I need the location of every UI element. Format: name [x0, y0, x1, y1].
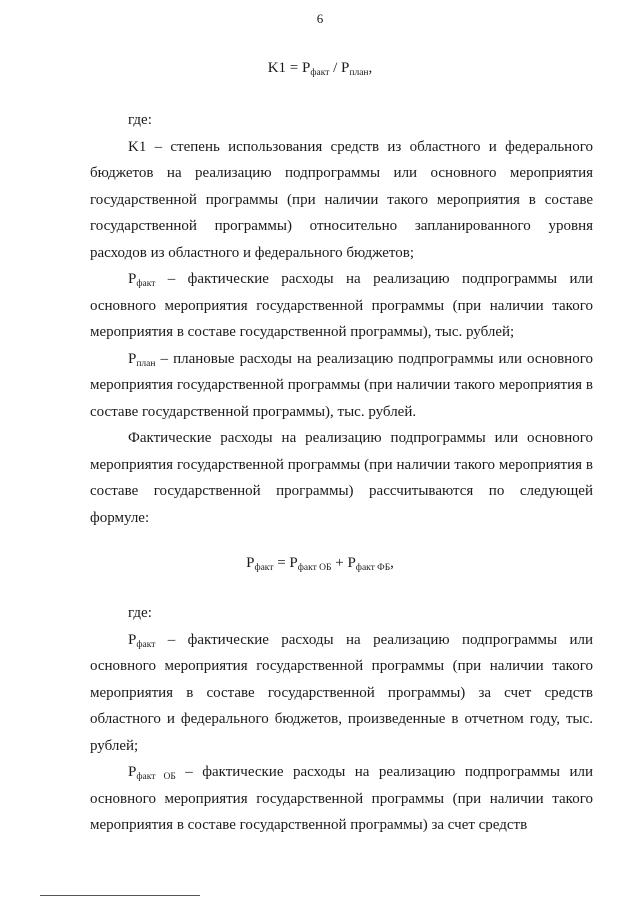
- where-label: где:: [128, 605, 152, 621]
- definitions-block-1: [90, 107, 593, 531]
- var-sub-fact: факт: [136, 279, 156, 289]
- definition-p-plan-text: – плановые расходы на реализацию подпрограммы или основного мероприятия государственной программы (при наличии такого мероприятия в составе государственной программы), тыс. рублей.: [90, 350, 593, 420]
- definition-p-plan: [90, 346, 593, 426]
- formula-k1-sub-plan: план: [349, 68, 369, 78]
- var-p: P: [128, 271, 137, 287]
- definition-p-fact-ob: [90, 759, 593, 839]
- formula-p-fact: [0, 555, 640, 572]
- formula-2-eq: = P: [273, 555, 298, 571]
- var-sub-plan: план: [136, 358, 156, 369]
- var-p: P: [128, 631, 137, 648]
- formula-k1: [0, 60, 640, 77]
- formula-k1-sub-fact: факт: [310, 68, 330, 78]
- formula-k1-tail: ,: [368, 60, 373, 76]
- formula-2-plus: + P: [331, 555, 356, 571]
- var-sub-fact-ob: факт ОБ: [136, 772, 176, 782]
- definition-p-fact-total: [90, 627, 593, 760]
- var-p: P: [128, 764, 137, 780]
- formula-k1-lhs: K1 = P: [267, 60, 311, 76]
- definition-p-fact-text: – фактические расходы на реализацию подпрограммы или основного мероприятия государственной программы (при наличии такого мероприятия в составе государственной программы), тыс. рублей;: [90, 271, 593, 340]
- formula-2-v1: P: [246, 555, 255, 571]
- where-label: где:: [128, 112, 152, 128]
- definition-p-fact: [90, 266, 593, 346]
- var-p: P: [128, 350, 137, 367]
- formula-k1-mid: / P: [329, 60, 350, 76]
- formula-2-tail: ,: [390, 555, 394, 571]
- formula-2-s3: факт ФБ: [355, 563, 391, 573]
- var-sub-fact: факт: [136, 639, 156, 650]
- footnote-divider: [40, 895, 200, 896]
- paragraph-fact-expenses: Фактические расходы на реализацию подпрограммы или основного мероприятия государственной программы (при наличии такого мероприятия в составе государственной программы) рассчитываются по следующей формуле:: [90, 430, 593, 526]
- formula-2-s2: факт ОБ: [297, 563, 332, 573]
- definition-k1: K1 – степень использования средств из областного и федерального бюджетов на реализацию подпрограммы или основного мероприятия государственной программы (при наличии такого мероприятия в составе государственной программы) относительно запланированного уровня расходов из областного и федерального бюджетов;: [90, 138, 593, 261]
- definition-p-fact-ob-text: – фактические расходы на реализацию подпрограммы или основного мероприятия государственной программы (при наличии такого мероприятия в составе государственной программы) за счет средств: [90, 764, 593, 833]
- formula-2-s1: факт: [254, 563, 274, 573]
- definitions-block-2: [90, 600, 593, 839]
- page-number: 6: [316, 11, 324, 26]
- definition-p-fact-total-text: – фактические расходы на реализацию подпрограммы или основного мероприятия государственной программы (при наличии такого мероприятия в составе государственной программы) за счет средств областного и федерального бюджетов, произведенные в отчетном году, тыс. рублей;: [90, 631, 593, 754]
